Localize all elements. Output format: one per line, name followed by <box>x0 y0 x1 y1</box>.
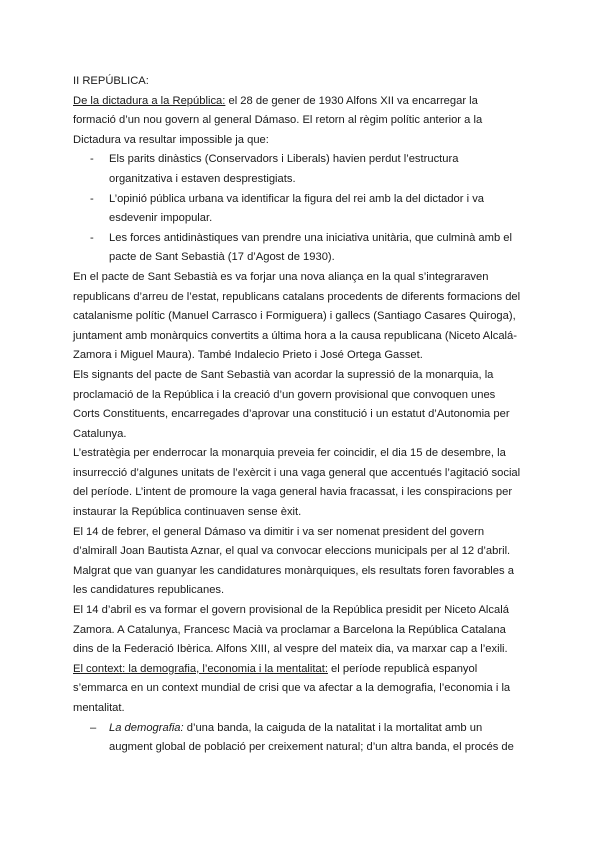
paragraph-signants: Els signants del pacte de Sant Sebastià van acordar la supressió de la monarquia, la proclamació de la República i la creació d’un govern provisional que convoquen unes Corts Constituents, encarregades d’aprovar una constitució i un estatut d’Autonomia per Catalunya. <box>73 368 510 440</box>
list-item: - Els parits dinàstics (Conservadors i Liberals) havien perdut l’estructura organitzativa i estaven desprestigiats. <box>90 150 523 189</box>
document-heading: II REPÚBLICA: <box>73 75 149 87</box>
paragraph-febrer: El 14 de febrer, el general Dámaso va dimitir i va ser nomenat president del govern d’almirall Joan Bautista Aznar, el qual va convocar eleccions municipals per al 12 d’abril. Malgrat que van guanyar les candidatures monàrquiques, els resultats foren favorables a les candidatures republicanes. <box>73 525 514 597</box>
list-item: - Les forces antidinàstiques van prendre una iniciativa unitària, que culminà amb el pacte de Sant Sebastià (17 d’Agost de 1930). <box>90 229 523 268</box>
paragraph-intro <box>73 92 523 151</box>
section-title-context: El context: la demografia, l’economia i la mentalitat: <box>73 662 328 675</box>
paragraph-abril: El 14 d’abril es va formar el govern provisional de la República presidit per Niceto Alcalá Zamora. A Catalunya, Francesc Macià va proclamar a Barcelona la República Catalana dins de la Federació Ibèrica. Alfons XIII, al vespre del mateix dia, va marxar cap a l’exili. <box>73 604 509 656</box>
document-page <box>73 72 523 758</box>
paragraph-pacte: En el pacte de Sant Sebastià es va forjar una nova aliança en la qual s’integraraven republicans d’arreu de l’estat, republicans catalans procedents de diferents formacions del catalanisme polític (Manuel Carrasco i Formiguera) i gallecs (Santiago Casares Quiroga), juntament amb monàrquics convertits a última hora a la causa republicana (Niceto Alcalá-Zamora i Miguel Maura). També Indalecio Prieto i José Ortega Gasset. <box>73 270 521 362</box>
list-item: - L’opinió pública urbana va identificar la figura del rei amb la del dictador i va esdevenir impopular. <box>90 190 523 229</box>
section-title-dictadura: De la dictadura a la República: <box>73 94 226 107</box>
paragraph-estrategia: L’estratègia per enderrocar la monarquia preveia fer coincidir, el dia 15 de desembre, la insurrecció d’algunes unitats de l’exèrcit i una vaga general que accentués l’agitació social del període. L’intent de promoure la vaga general havia fracassat, i les conspiracions per instaurar la República continuaven sense èxit. <box>73 447 521 519</box>
demografia-label: La demografia: <box>109 721 184 734</box>
demografia-text: d’una banda, la caiguda de la natalitat i la mortalitat amb un augment global de població per creixement natural; d’un altra banda, el procés de <box>109 721 514 754</box>
context-list <box>73 719 523 758</box>
reasons-list <box>73 150 523 268</box>
paragraph-intro-text: el 28 de gener de 1930 Alfons XII va encarregar la formació d’un nou govern al general Dámaso. El retorn al règim polític anterior a la Dictadura va resultar impossible ja que: <box>73 94 483 146</box>
list-item <box>90 719 523 758</box>
paragraph-context-text: el període republicà espanyol s’emmarca en un context mundial de crisi que va afectar a la demografia, l’economia i la mentalitat. <box>73 662 511 714</box>
paragraph-context <box>73 660 523 719</box>
